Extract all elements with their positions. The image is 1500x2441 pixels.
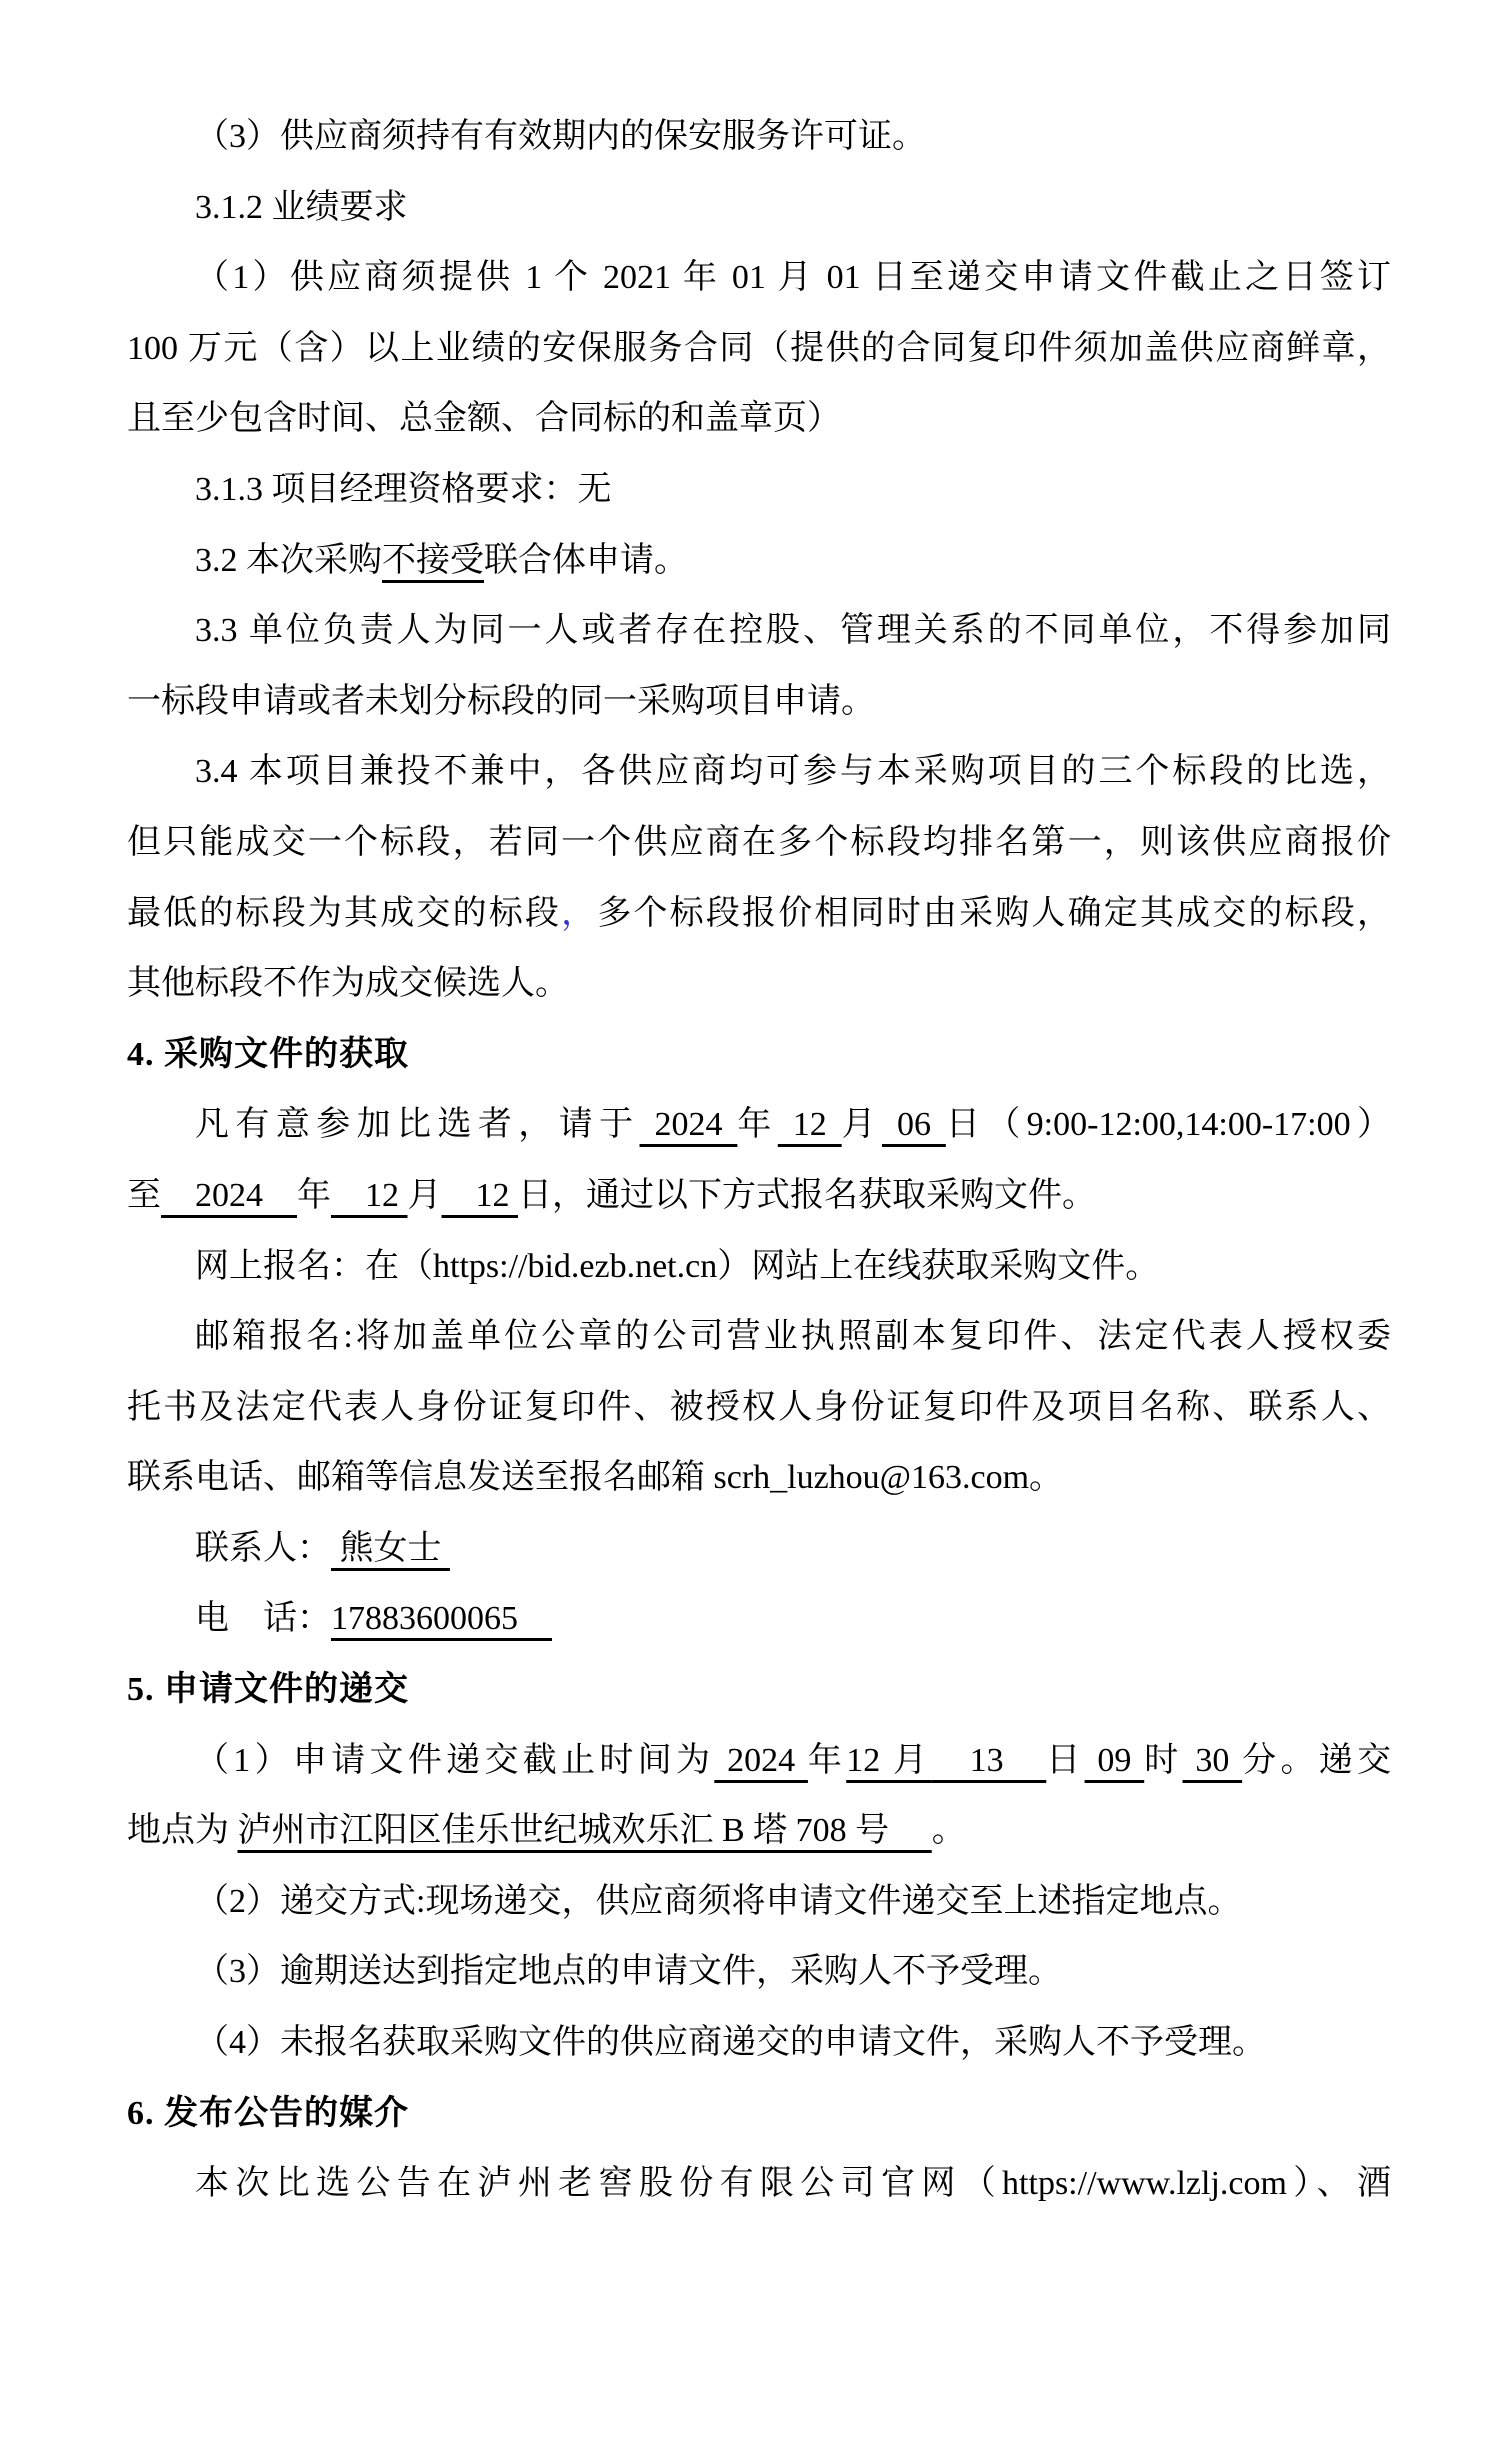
text-segment: 100 万元（含）以上业绩的安保服务合同（提供的合同复印件须加盖供应商鲜章， xyxy=(127,329,1391,367)
text-segment: 3.4 本项目兼投不兼中，各供应商均可参与本采购项目的三个标段的比选， xyxy=(195,753,1391,791)
text-segment: （2）递交方式:现场递交，供应商须将申请文件递交至上述指定地点。 xyxy=(195,1882,1242,1920)
text-line xyxy=(127,2149,1391,2220)
underlined-fill-in-text: 2024 xyxy=(161,1176,297,1214)
text-line xyxy=(127,1302,1391,1373)
text-segment: 网上报名：在（https://bid.ezb.net.cn）网站上在线获取采购文件。 xyxy=(195,1247,1160,1285)
text-segment: 日，通过以下方式报名获取采购文件。 xyxy=(518,1176,1096,1214)
text-segment: 联系电话、邮箱等信息发送至报名邮箱 scrh_luzhou@163.com。 xyxy=(127,1459,1064,1497)
text-segment: 联系人： xyxy=(195,1529,331,1567)
text-line xyxy=(127,596,1391,667)
text-segment: 联合体申请。 xyxy=(484,541,688,579)
text-segment: （1）供应商须提供 1 个 2021 年 01 月 01 日至递交申请文件截止之日签订 xyxy=(195,259,1391,297)
underlined-fill-in-text: 12 月 xyxy=(846,1741,932,1779)
text-line xyxy=(127,737,1391,808)
text-segment: 地点为 xyxy=(127,1812,238,1850)
text-line xyxy=(127,2008,1391,2079)
document-body xyxy=(127,102,1391,2220)
text-segment: 年 xyxy=(807,1741,847,1779)
text-segment: 3.1.3 项目经理资格要求：无 xyxy=(195,470,612,508)
text-line xyxy=(127,314,1391,385)
text-line xyxy=(127,1161,1391,1232)
text-segment: 电 话： xyxy=(195,1600,331,1638)
text-segment: 至 xyxy=(127,1176,161,1214)
text-line xyxy=(127,1726,1391,1797)
text-line xyxy=(127,1090,1391,1161)
text-line xyxy=(127,1584,1391,1655)
text-segment: 本次比选公告在泸州老窖股份有限公司官网（https://www.lzlj.com）、酒 xyxy=(195,2165,1391,2203)
text-line xyxy=(127,102,1391,173)
text-segment: 最低的标段为其成交的标段 xyxy=(127,894,562,932)
text-segment: 邮箱报名:将加盖单位公章的公司营业执照副本复印件、法定代表人授权委 xyxy=(195,1318,1391,1356)
text-segment: 日 xyxy=(1046,1741,1085,1779)
text-segment: 年 xyxy=(737,1106,778,1144)
text-segment: 其他标段不作为成交候选人。 xyxy=(127,965,569,1003)
text-line xyxy=(127,526,1391,597)
underlined-fill-in-text: 09 xyxy=(1084,1741,1145,1779)
text-segment: 日（9:00-12:00,14:00-17:00） xyxy=(945,1106,1391,1144)
text-line xyxy=(127,1796,1391,1867)
text-line xyxy=(127,173,1391,244)
text-line xyxy=(127,1443,1391,1514)
underlined-fill-in-text: 12 xyxy=(331,1176,408,1214)
underlined-fill-in-text: 2024 xyxy=(714,1741,808,1779)
text-line xyxy=(127,879,1391,950)
text-line xyxy=(127,1514,1391,1585)
underlined-fill-in-text: 17883600065 xyxy=(331,1600,552,1638)
underlined-fill-in-text: 泸州市江阳区佳乐世纪城欢乐汇 B 塔 708 号 xyxy=(237,1812,932,1850)
text-segment: 4. 采购文件的获取 xyxy=(127,1035,409,1073)
text-line xyxy=(127,808,1391,879)
text-line xyxy=(127,1867,1391,1938)
underlined-fill-in-text: 12 xyxy=(441,1176,518,1214)
text-segment: 一标段申请或者未划分标段的同一采购项目申请。 xyxy=(127,682,875,720)
underlined-fill-in-text: 12 xyxy=(777,1106,842,1144)
text-segment: （3）逾期送达到指定地点的申请文件，采购人不予受理。 xyxy=(195,1953,1062,1991)
text-segment: （3）供应商须持有有效期内的保安服务许可证。 xyxy=(195,118,926,155)
text-segment: 5. 申请文件的递交 xyxy=(127,1671,409,1709)
text-segment: 多个标段报价相同时由采购人确定其成交的标段， xyxy=(597,894,1391,932)
text-segment: 但只能成交一个标段，若同一个供应商在多个标段均排名第一，则该供应商报价 xyxy=(127,823,1391,861)
section-heading xyxy=(127,2079,1391,2150)
underlined-fill-in-text: 30 xyxy=(1182,1741,1243,1779)
text-line xyxy=(127,455,1391,526)
text-line xyxy=(127,1232,1391,1303)
text-segment: （1）申请文件递交截止时间为 xyxy=(195,1741,715,1779)
text-line xyxy=(127,1937,1391,2008)
underlined-fill-in-text: 2024 xyxy=(639,1106,738,1144)
section-heading xyxy=(127,1020,1391,1091)
text-segment: 凡有意参加比选者，请于 xyxy=(195,1106,640,1144)
text-segment: 3.1.2 业绩要求 xyxy=(195,188,408,226)
text-segment: 且至少包含时间、总金额、合同标的和盖章页） xyxy=(127,400,841,438)
text-segment: 月 xyxy=(407,1176,442,1214)
text-segment: （4）未报名获取采购文件的供应商递交的申请文件，采购人不予受理。 xyxy=(195,2024,1266,2062)
text-segment: 3.2 本次采购 xyxy=(195,541,382,579)
section-heading xyxy=(127,1655,1391,1726)
text-line xyxy=(127,243,1391,314)
text-segment: 时 xyxy=(1144,1741,1183,1779)
text-line xyxy=(127,949,1391,1020)
text-segment: 3.3 单位负责人为同一人或者存在控股、管理关系的不同单位，不得参加同 xyxy=(195,612,1391,650)
text-segment: 分。递交 xyxy=(1242,1741,1391,1779)
text-segment: 月 xyxy=(841,1106,883,1144)
text-line xyxy=(127,667,1391,738)
underlined-fill-in-text: 不接受 xyxy=(382,541,484,579)
text-segment: 6. 发布公告的媒介 xyxy=(127,2094,409,2132)
text-segment: 托书及法定代表人身份证复印件、被授权人身份证复印件及项目名称、联系人、 xyxy=(127,1388,1391,1426)
blue-comma: ， xyxy=(561,894,598,932)
underlined-fill-in-text: 06 xyxy=(882,1106,946,1144)
underlined-fill-in-text: 熊女士 xyxy=(331,1529,450,1567)
text-line xyxy=(127,384,1391,455)
text-segment: 年 xyxy=(297,1176,331,1214)
underlined-fill-in-text: 13 xyxy=(931,1741,1047,1779)
text-line xyxy=(127,1373,1391,1444)
text-segment: 。 xyxy=(931,1812,966,1850)
